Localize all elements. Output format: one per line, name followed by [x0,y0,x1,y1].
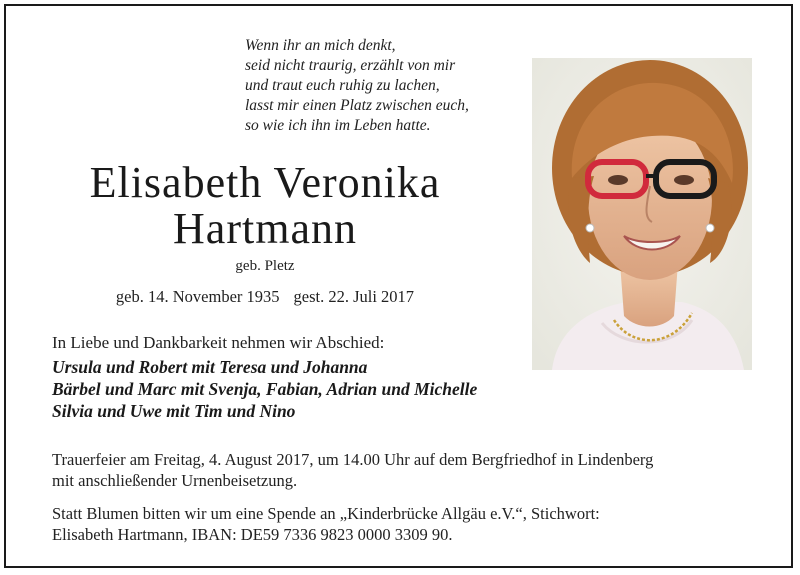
poem-line: seid nicht traurig, erzählt von mir [245,57,456,74]
donation-info [52,503,772,545]
poem-line: so wie ich ihn im Leben hatte. [245,117,431,134]
donation-line: Statt Blumen bitten wir um eine Spende an „Kinderbrücke Allgäu e.V.“, Stichwort: [52,504,600,523]
life-dates [40,287,490,307]
donation-line: Elisabeth Hartmann, IBAN: DE59 7336 9823 0000 3309 90. [52,525,453,544]
deceased-name-line2: Hartmann [173,204,357,253]
deceased-name-line1: Elisabeth Veronika [89,158,441,207]
portrait-icon [532,58,752,370]
maiden-name: geb. Pletz [235,258,295,274]
service-line: mit anschließender Urnenbeisetzung. [52,471,298,490]
family-line: Ursula und Robert mit Teresa und Johanna [52,357,368,377]
service-line: Trauerfeier am Freitag, 4. August 2017, um 14.00 Uhr auf dem Bergfriedhof in Lindenberg [52,450,654,469]
farewell-intro: In Liebe und Dankbarkeit nehmen wir Abschied: [52,333,385,352]
birth-date: geb. 14. November 1935 [115,287,280,306]
portrait-photo [532,58,752,370]
family-line: Bärbel und Marc mit Svenja, Fabian, Adrian und Michelle [52,379,478,399]
poem-line: und traut euch ruhig zu lachen, [245,77,440,94]
deceased-name [40,160,490,252]
funeral-service-info [52,449,772,491]
poem-line: lasst mir einen Platz zwischen euch, [245,97,469,114]
family-line: Silvia und Uwe mit Tim und Nino [52,401,296,421]
family-list [52,356,477,422]
memorial-poem [245,36,469,136]
death-date: gest. 22. Juli 2017 [293,287,415,306]
poem-line: Wenn ihr an mich denkt, [245,37,396,54]
